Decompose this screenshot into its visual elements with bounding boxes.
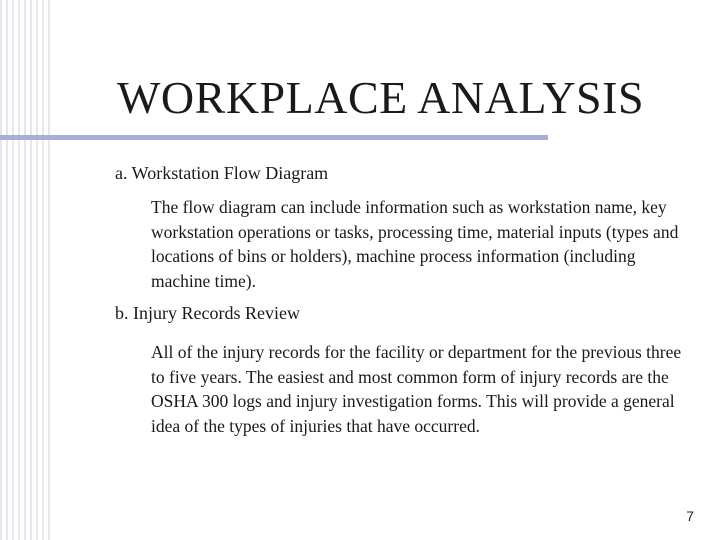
- title-underline: [0, 135, 548, 140]
- decorative-stripes: [0, 0, 52, 540]
- section-heading-workstation-flow: a. Workstation Flow Diagram: [115, 163, 329, 183]
- section-body-injury-records: All of the injury records for the facility or department for the previous three to five years. The easiest and most common form of injury records are the OSHA 300 logs and injury investigation forms. This will provide a general idea of the types of injuries that have occurred.: [151, 342, 682, 436]
- section-body-workstation-flow: The flow diagram can include information such as workstation name, key workstation operations or tasks, processing time, material inputs (types and locations of bins or holders), machine process information (including machine time).: [151, 197, 679, 291]
- page-number: 7: [686, 508, 694, 524]
- section-heading-injury-records: b. Injury Records Review: [115, 303, 300, 323]
- slide-title: WORKPLACE ANALYSIS: [117, 72, 645, 123]
